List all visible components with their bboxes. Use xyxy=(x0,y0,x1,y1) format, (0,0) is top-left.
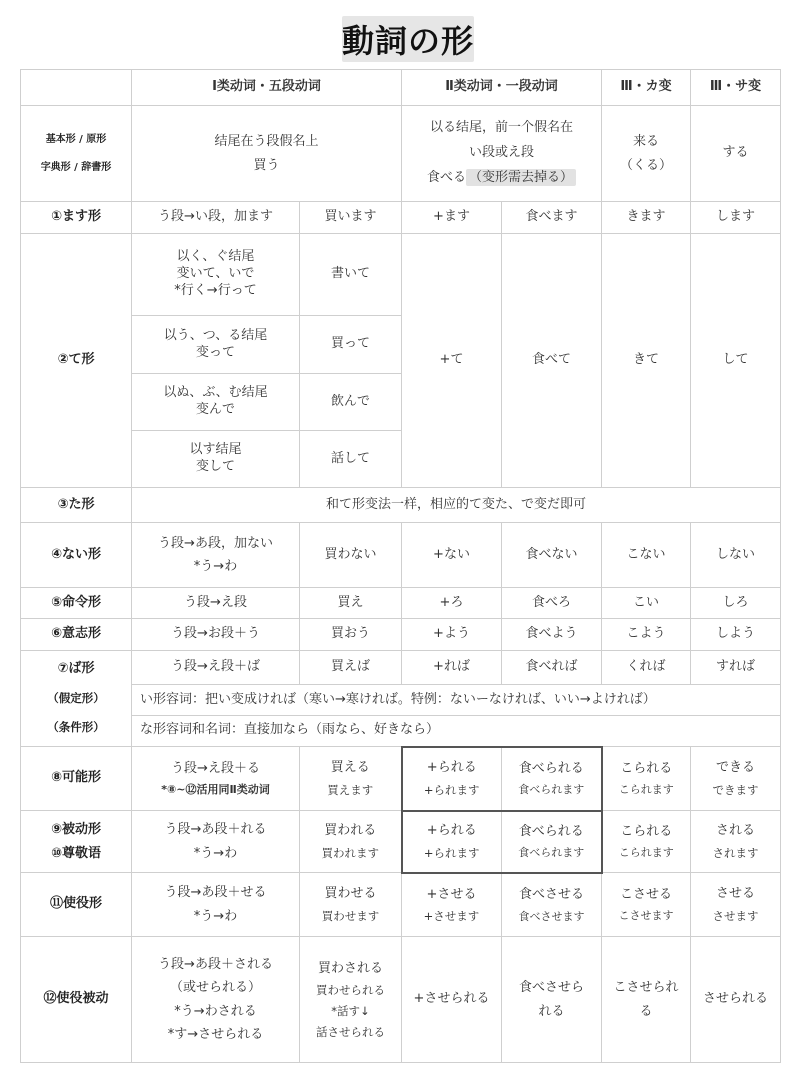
ba-ex1: 買えば xyxy=(300,651,402,685)
ukemi-rule-a: う段→あ段＋れる xyxy=(164,822,267,838)
ukemi-ex2 xyxy=(502,811,602,873)
shieki-ex2 xyxy=(502,873,602,937)
kanou-rule2-b: +られます xyxy=(423,782,480,797)
label-ba-c: （条件形） xyxy=(47,720,105,735)
shieki-ex4-b: させます xyxy=(712,908,759,923)
kanou-ex1 xyxy=(300,747,402,811)
base-g3-b: （くる） xyxy=(620,157,673,173)
te-rule4-a: 以す结尾 xyxy=(189,442,242,458)
kanou-rule-b: *⑧~⑫活用同Ⅱ类动词 xyxy=(161,783,270,797)
base-g2 xyxy=(402,106,602,202)
shiekiukemi-ex1-b: 買わせられる xyxy=(316,983,385,998)
row-ishi xyxy=(21,619,781,651)
nai-rule2: +ない xyxy=(402,523,502,588)
row-ba-1 xyxy=(21,651,781,685)
shieki-ex3 xyxy=(602,873,691,937)
masu-rule2: +ます xyxy=(402,202,502,234)
masu-ex4: します xyxy=(691,202,781,234)
shieki-ex3-a: こさせる xyxy=(620,886,673,902)
te-rule4 xyxy=(132,431,300,488)
nai-ex2: 食べない xyxy=(502,523,602,588)
label-shiekiukemi: ⑫使役被动 xyxy=(21,937,132,1063)
meirei-ex2: 食べろ xyxy=(502,588,602,619)
kanou-ex3 xyxy=(602,747,691,811)
te-rule2-group1 xyxy=(132,316,300,374)
te-rule4-b: 变して xyxy=(195,459,235,474)
ukemi-ex2-a: 食べられる xyxy=(518,823,584,839)
te-rule2-b: 变って xyxy=(195,344,235,360)
ukemi-ex2-b: 食べられます xyxy=(518,846,585,860)
label-ba-a: ⑦ば形 xyxy=(57,660,95,676)
kanou-rule2-a: +られる xyxy=(426,760,477,776)
nai-ex4: しない xyxy=(691,523,781,588)
kanou-ex1-b: 買えます xyxy=(327,782,374,797)
nai-rule-b: *う→わ xyxy=(193,559,238,574)
row-ba-2 xyxy=(21,685,781,716)
row-ukemi xyxy=(21,811,781,873)
te-ex3: きて xyxy=(602,234,691,488)
row-shiekiukemi xyxy=(21,937,781,1063)
label-base-b: 字典形 / 辞書形 xyxy=(40,161,112,173)
te-ex1: 書いて xyxy=(300,234,402,316)
te-ex-group1-2: 買って xyxy=(300,316,402,374)
label-meirei: ⑤命令形 xyxy=(21,588,132,619)
ukemi-rule2 xyxy=(402,811,502,873)
ukemi-ex4-a: される xyxy=(716,823,756,839)
row-nai xyxy=(21,523,781,588)
shieki-ex4-a: させる xyxy=(716,886,756,902)
base-g2-note: （变形需去掉る） xyxy=(466,169,576,186)
shieki-rule2-a: +させる xyxy=(426,886,477,902)
te-rule2: +て xyxy=(402,234,502,488)
shiekiukemi-ex2-a: 食べさせら xyxy=(519,980,585,996)
shiekiukemi-ex3-a: こさせられ xyxy=(613,980,679,996)
meirei-ex1: 買え xyxy=(300,588,402,619)
ukemi-ex3-a: こられる xyxy=(620,823,673,839)
shiekiukemi-ex4: させられる xyxy=(691,937,781,1063)
label-ba-b: （假定形） xyxy=(47,690,105,705)
ukemi-rule2-a: +られる xyxy=(426,823,477,839)
meirei-ex3: こい xyxy=(602,588,691,619)
base-g1-example: 買う xyxy=(253,157,280,173)
ukemi-rule-b: *う→わ xyxy=(193,845,238,861)
label-ukemi-a: ⑨被动形 xyxy=(50,822,101,838)
shieki-ex1 xyxy=(300,873,402,937)
shieki-ex2-a: 食べさせる xyxy=(519,887,585,903)
shiekiukemi-ex1-c: *話す↓ xyxy=(331,1003,370,1018)
shiekiukemi-rule-b: （或せられる） xyxy=(169,980,261,996)
nai-ex3: こない xyxy=(602,523,691,588)
kanou-rule xyxy=(132,747,300,811)
row-masu xyxy=(21,202,781,234)
shiekiukemi-ex2 xyxy=(502,937,602,1063)
label-nai: ④ない形 xyxy=(21,523,132,588)
ba-ex4: すれば xyxy=(691,651,781,685)
shiekiukemi-rule-a: う段→あ段＋される xyxy=(158,956,273,972)
label-shieki: ⑪使役形 xyxy=(21,873,132,937)
header-row xyxy=(21,70,781,106)
row-ta xyxy=(21,488,781,523)
label-ishi: ⑥意志形 xyxy=(21,619,132,651)
te-rule1-a: 以く、ぐ结尾 xyxy=(176,249,255,265)
shiekiukemi-rule xyxy=(132,937,300,1063)
te-ex2: 食べて xyxy=(502,234,602,488)
ishi-ex4: しよう xyxy=(691,619,781,651)
te-rule1 xyxy=(132,234,300,316)
kanou-rule-a: う段→え段＋る xyxy=(171,760,260,776)
ta-text: 和て形变法一样，相应的て变た、で变だ即可 xyxy=(132,488,781,523)
te-ex4: して xyxy=(691,234,781,488)
row-shieki xyxy=(21,873,781,937)
nai-rule-a: う段→あ段，加ない xyxy=(158,535,273,551)
label-base xyxy=(21,106,132,202)
conjugation-table xyxy=(20,69,781,1063)
ukemi-ex3 xyxy=(602,811,691,873)
ba-note-na-adj: な形容词和名词：直接加なら（雨なら、好きなら） xyxy=(132,716,781,747)
base-g2-rule-a: 以る结尾，前一个假名在 xyxy=(430,120,574,136)
header-group1: Ⅰ类动词・五段动词 xyxy=(132,70,402,106)
row-base xyxy=(21,106,781,202)
header-group3: Ⅲ・カ变 xyxy=(602,70,691,106)
te-ex3-group1: 飲んで xyxy=(300,374,402,431)
shiekiukemi-ex3 xyxy=(602,937,691,1063)
label-kanou: ⑧可能形 xyxy=(21,747,132,811)
ukemi-ex4 xyxy=(691,811,781,873)
meirei-rule: う段→え段 xyxy=(132,588,300,619)
shieki-rule xyxy=(132,873,300,937)
kanou-ex2-a: 食べられる xyxy=(518,760,584,776)
base-g1 xyxy=(132,106,402,202)
shiekiukemi-ex1 xyxy=(300,937,402,1063)
shieki-rule2 xyxy=(402,873,502,937)
row-ba-3 xyxy=(21,716,781,747)
kanou-ex2 xyxy=(502,747,602,811)
shieki-rule2-b: +させます xyxy=(423,909,480,924)
header-corner xyxy=(21,70,132,106)
base-g3-a: 来る xyxy=(633,134,660,150)
te-rule2-a: 以う、つ、る结尾 xyxy=(163,327,268,343)
ukemi-ex1-b: 買われます xyxy=(321,845,379,860)
kanou-ex2-b: 食べられます xyxy=(518,783,585,797)
kanou-ex3-a: こられる xyxy=(620,760,673,776)
shiekiukemi-rule-c: *う→わされる xyxy=(174,1003,257,1019)
ba-note-i-adj: い形容词：把い变成ければ（寒い→寒ければ。特例：ないーなければ、いい→よければ） xyxy=(132,685,781,716)
ishi-ex1: 買おう xyxy=(300,619,402,651)
kanou-rule2 xyxy=(402,747,502,811)
shieki-ex4 xyxy=(691,873,781,937)
ukemi-ex3-b: こられます xyxy=(618,846,674,860)
shiekiukemi-rule-d: *す→させられる xyxy=(167,1026,264,1042)
shiekiukemi-ex3-b: る xyxy=(639,1003,653,1019)
row-kanou xyxy=(21,747,781,811)
title-area xyxy=(0,0,800,70)
meirei-ex4: しろ xyxy=(691,588,781,619)
ukemi-rule xyxy=(132,811,300,873)
base-g2-example: 食べる xyxy=(426,169,466,185)
masu-ex3: きます xyxy=(602,202,691,234)
kanou-ex4-b: できます xyxy=(712,782,759,797)
shieki-ex1-b: 買わせます xyxy=(321,908,380,923)
ba-ex2: 食べれば xyxy=(502,651,602,685)
kanou-ex1-a: 買える xyxy=(330,760,370,776)
ukemi-ex4-b: されます xyxy=(712,845,759,860)
shieki-ex3-b: こさせます xyxy=(618,909,674,923)
ukemi-rule2-b: +られます xyxy=(423,845,480,860)
label-te: ②て形 xyxy=(21,234,132,488)
ishi-rule2: +よう xyxy=(402,619,502,651)
label-ukemi xyxy=(21,811,132,873)
base-g2-rule-b: い段或え段 xyxy=(469,145,535,161)
masu-ex2: 食べます xyxy=(502,202,602,234)
shieki-rule-a: う段→あ段＋せる xyxy=(164,885,267,901)
page-title: 動詞の形 xyxy=(342,16,474,62)
masu-ex1: 買います xyxy=(300,202,402,234)
row-meirei xyxy=(21,588,781,619)
label-masu: ①ます形 xyxy=(21,202,132,234)
label-ukemi-b: ⑩尊敬语 xyxy=(50,845,101,861)
base-g1-rule: 结尾在う段假名上 xyxy=(214,134,319,150)
te-rule1-b: 变いて、いで xyxy=(176,266,255,282)
nai-rule xyxy=(132,523,300,588)
header-group4: Ⅲ・サ变 xyxy=(691,70,781,106)
label-ta: ③た形 xyxy=(21,488,132,523)
ishi-ex2: 食べよう xyxy=(502,619,602,651)
shieki-ex1-a: 買わせる xyxy=(324,886,377,902)
shiekiukemi-ex1-d: 話させられる xyxy=(316,1024,385,1039)
kanou-ex4 xyxy=(691,747,781,811)
ishi-ex3: こよう xyxy=(602,619,691,651)
masu-rule: う段→い段，加ます xyxy=(132,202,300,234)
ba-rule: う段→え段＋ば xyxy=(132,651,300,685)
shiekiukemi-ex2-b: れる xyxy=(538,1003,565,1019)
shiekiukemi-rule2: +させられる xyxy=(402,937,502,1063)
ukemi-ex1-a: 買われる xyxy=(324,823,377,839)
ukemi-ex1 xyxy=(300,811,402,873)
te-rule3-a: 以ぬ、ぶ、む结尾 xyxy=(163,385,268,401)
ishi-rule: う段→お段＋う xyxy=(132,619,300,651)
label-ba xyxy=(21,651,132,747)
base-g3 xyxy=(602,106,691,202)
kanou-ex4-a: できる xyxy=(716,760,756,776)
base-g4: する xyxy=(691,106,781,202)
ba-ex3: くれば xyxy=(602,651,691,685)
nai-ex1: 買わない xyxy=(300,523,402,588)
shiekiukemi-ex1-a: 買わされる xyxy=(317,960,383,976)
te-rule3 xyxy=(132,374,300,431)
te-rule1-c: *行く→行って xyxy=(174,282,257,298)
label-base-a: 基本形 / 原形 xyxy=(45,133,107,145)
kanou-ex3-b: こられます xyxy=(618,783,674,797)
row-te-1 xyxy=(21,234,781,316)
ba-rule2: +れば xyxy=(402,651,502,685)
te-ex4-group1: 話して xyxy=(300,431,402,488)
shieki-ex2-b: 食べさせます xyxy=(518,909,585,923)
te-rule3-b: 变んで xyxy=(195,402,235,417)
shieki-rule-b: *う→わ xyxy=(193,908,238,924)
meirei-rule2: +ろ xyxy=(402,588,502,619)
header-group2: Ⅱ类动词・一段动词 xyxy=(402,70,602,106)
